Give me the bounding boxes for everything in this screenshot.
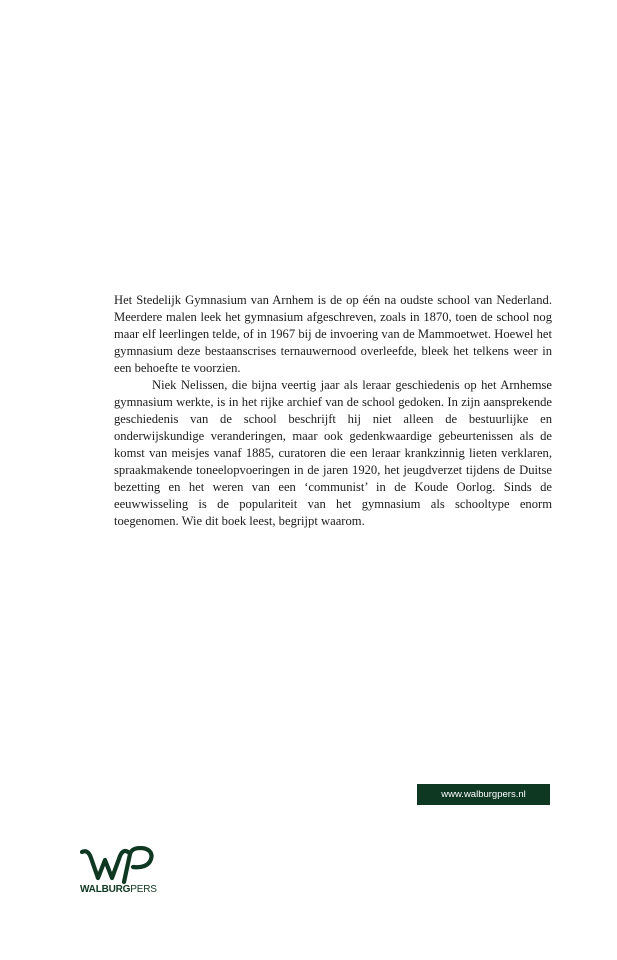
blurb-paragraph-2: Niek Nelissen, die bijna veertig jaar als leraar geschiedenis op het Arnhemse gymnasium werkte, is in het rijke archief van de school gedoken. In zijn aansprekende geschiedenis van de school beschrijft hij niet alleen de bestuurlijke en onderwijskundige veranderingen, maar ook gedenkwaardige gebeurtenissen als de komst van meisjes vanaf 1885, curatoren die een leraar krankzinnig lieten verklaren, spraakmakende toneelopvoeringen in de jaren 1920, het jeugdverzet tijdens de Duitse bezetting en het weren van een ‘communist’ in de Koude Oorlog. Sinds de eeuwwisseling is de populariteit van het gymnasium als schooltype enorm toegenomen. Wie dit boek leest, begrijpt waarom. bbox=[114, 378, 552, 528]
back-cover-blurb bbox=[114, 292, 552, 530]
publisher-name bbox=[80, 884, 157, 895]
publisher-url: www.walburgpers.nl bbox=[441, 789, 526, 800]
publisher-url-badge bbox=[417, 784, 550, 805]
blurb-paragraph-1: Het Stedelijk Gymnasium van Arnhem is de op één na oudste school van Nederland. Meerdere malen leek het gymnasium afgeschreven, zoals in 1870, toen de school nog maar elf leerlingen telde, of in 1967 bij de invoering van de Mammoetwet. Hoewel het gymnasium deze bestaanscrises ternauwernood overleefde, bleek het telkens weer in een behoefte te voorzien. bbox=[114, 293, 552, 375]
publisher-name-light: PERS bbox=[130, 884, 157, 895]
publisher-name-bold: WALBURG bbox=[80, 884, 131, 895]
